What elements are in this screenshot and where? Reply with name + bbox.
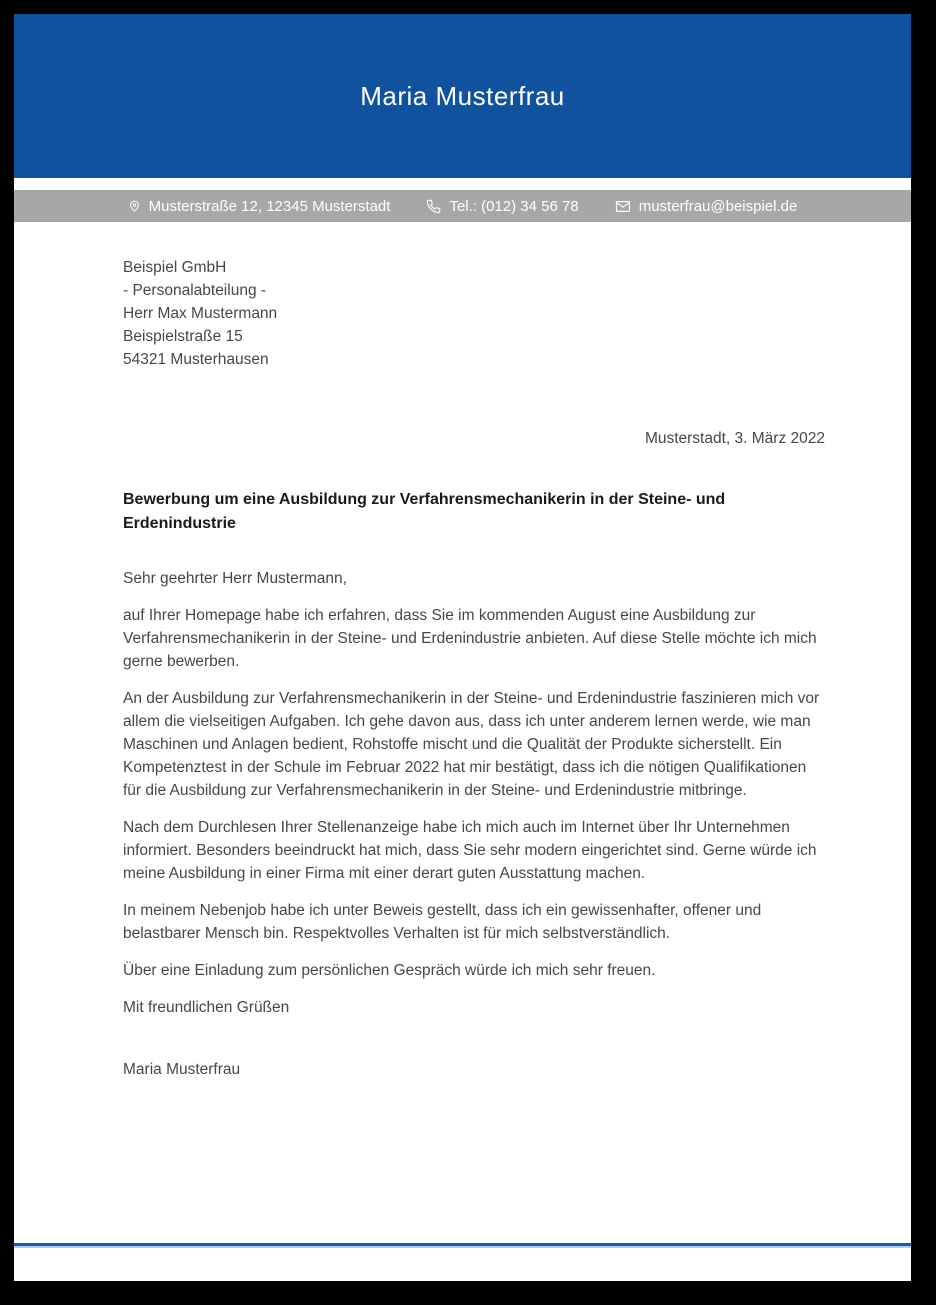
contact-address-text: Musterstraße 12, 12345 Musterstadt: [148, 197, 391, 215]
salutation: Sehr geehrter Herr Mustermann,: [123, 570, 347, 587]
contact-email-text: musterfrau@beispiel.de: [638, 197, 798, 215]
location-pin-icon: [128, 198, 141, 214]
body-paragraph: Nach dem Durchlesen Ihrer Stellenanzeige habe ich mich auch im Internet über Ihr Unternehmen informiert. Besonders beeindruckt hat mich, dass Sie sehr modern eingerichtet sind. Gerne würde ich meine Ausbildung in einer Firma mit einer derart guten Ausstattung machen.: [123, 819, 817, 882]
recipient-address-block: [123, 256, 825, 371]
phone-icon: [426, 199, 441, 214]
letter-body: [14, 222, 911, 1081]
header-contact-divider: [14, 178, 911, 190]
contact-phone: [426, 198, 578, 215]
subject-line: Bewerbung um eine Ausbildung zur Verfahrensmechanikerin in der Steine- und Erdenindustrie: [123, 491, 726, 532]
contact-phone-text: Tel.: (012) 34 56 78: [449, 197, 579, 215]
footer-rule-light-line: [14, 1246, 911, 1248]
recipient-department: - Personalabteilung -: [123, 282, 267, 299]
recipient-street: Beispielstraße 15: [123, 328, 243, 345]
envelope-icon: [615, 200, 631, 213]
body-paragraph: An der Ausbildung zur Verfahrensmechanikerin in der Steine- und Erdenindustrie faszinieren mich vor allem die vielseitigen Aufgaben. Ich gehe davon aus, dass ich unter anderem lernen werde, wie man Maschinen und Anlagen bedient, Rohstoffe mischt und die Qualität der Produkte sicherstellt. Ein Kompetenztest in der Schule im Februar 2022 hat mir bestätigt, dass ich die nötigen Qualifikationen für die Ausbildung zur Verfahrensmechanikerin in der Steine- und Erdenindustrie mitbringe.: [123, 690, 820, 799]
place-and-date: Musterstadt, 3. März 2022: [644, 430, 825, 447]
recipient-company: Beispiel GmbH: [123, 259, 227, 276]
closing-phrase: Mit freundlichen Grüßen: [123, 999, 290, 1016]
letter-page: [14, 14, 911, 1281]
signature-name: Maria Musterfrau: [123, 1061, 241, 1078]
recipient-city: 54321 Musterhausen: [123, 351, 269, 368]
contact-email: [615, 198, 798, 215]
body-paragraph: auf Ihrer Homepage habe ich erfahren, dass Sie im kommenden August eine Ausbildung zur Verfahrensmechanikerin in der Steine- und Erdenindustrie anbieten. Auf diese Stelle möchte ich mich gerne bewerben.: [123, 607, 817, 670]
recipient-contact-person: Herr Max Mustermann: [123, 305, 278, 322]
footer-accent-rule: [14, 1243, 911, 1248]
sender-name-title: Maria Musterfrau: [360, 80, 565, 111]
body-paragraph: Über eine Einladung zum persönlichen Gespräch würde ich mich sehr freuen.: [123, 962, 656, 979]
contact-info-band: [14, 190, 911, 222]
contact-address: [128, 198, 391, 215]
letter-header-band: [14, 14, 911, 178]
body-paragraph: In meinem Nebenjob habe ich unter Beweis gestellt, dass ich ein gewissenhafter, offener und belastbarer Mensch bin. Respektvolles Verhalten ist für mich selbstverständlich.: [123, 902, 762, 942]
